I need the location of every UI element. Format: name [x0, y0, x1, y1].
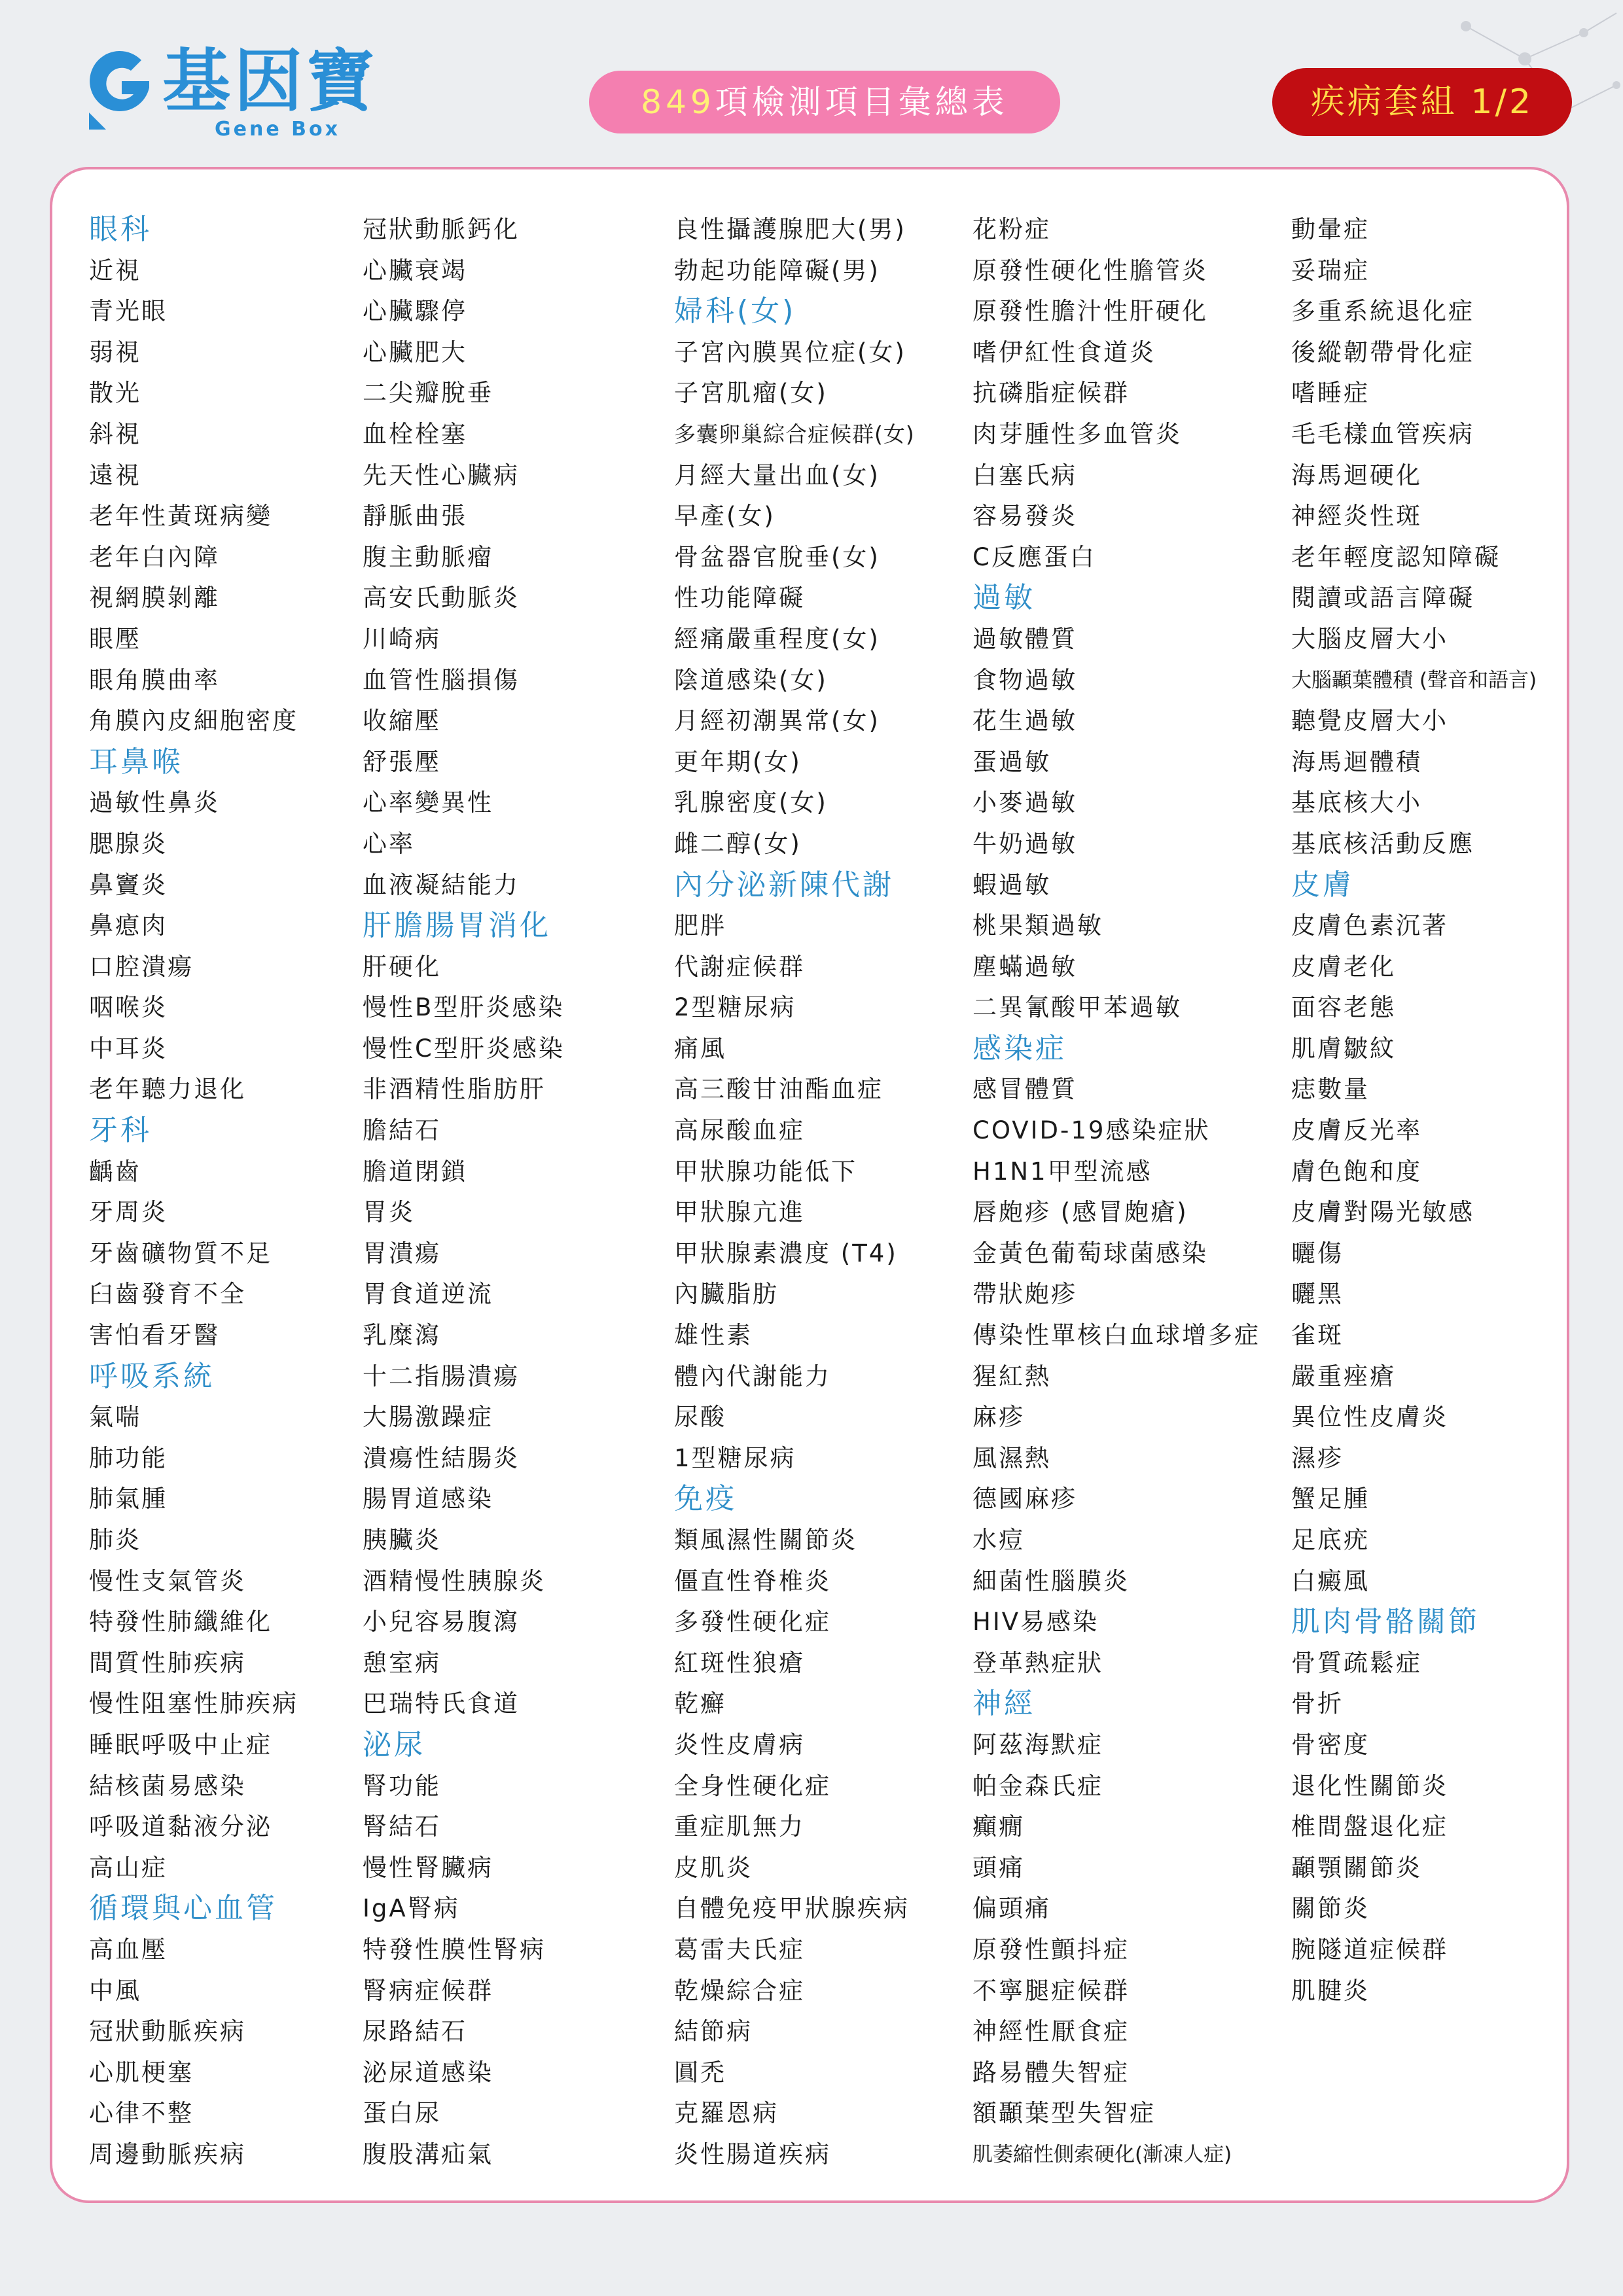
test-item: 炎性皮膚病: [674, 1730, 805, 1759]
test-item: 老年輕度認知障礙: [1291, 542, 1501, 571]
test-item: 動暈症: [1291, 215, 1370, 243]
test-item: 皮膚反光率: [1291, 1116, 1422, 1145]
test-item: 老年性黃斑病變: [89, 502, 272, 531]
test-item: 乾癬: [674, 1689, 726, 1718]
test-item: 蝦過敏: [972, 870, 1051, 899]
test-item: 肌腱炎: [1291, 1976, 1370, 2005]
test-item: 齲齒: [89, 1157, 141, 1186]
test-item: 甲狀腺亢進: [674, 1198, 805, 1227]
test-item: 特發性膜性腎病: [363, 1935, 546, 1964]
test-item: 克羅恩病: [674, 2099, 779, 2128]
test-item: 尿酸: [674, 1403, 726, 1432]
test-item: 早產(女): [674, 502, 776, 531]
test-item: 胃潰瘍: [363, 1239, 441, 1267]
category-heading: 眼科: [89, 213, 152, 246]
category-heading: 免疫: [674, 1482, 737, 1516]
test-item: 過敏體質: [972, 624, 1077, 653]
test-item: 肺炎: [89, 1526, 141, 1554]
test-item: 大腸激躁症: [363, 1403, 493, 1432]
test-item: 二異氰酸甲苯過敏: [972, 993, 1182, 1022]
test-item: 皮膚老化: [1291, 952, 1396, 981]
test-item: 口腔潰瘍: [89, 952, 194, 981]
test-item: 退化性關節炎: [1291, 1771, 1448, 1800]
test-item: 代謝症候群: [674, 952, 805, 981]
test-item: 慢性腎臟病: [363, 1853, 493, 1882]
test-item: 陰道感染(女): [674, 665, 828, 694]
test-item: 周邊動脈疾病: [89, 2140, 246, 2168]
test-item: 原發性硬化性膽管炎: [972, 256, 1208, 285]
test-item: 多發性硬化症: [674, 1608, 831, 1636]
test-item: 海馬迴體積: [1291, 747, 1422, 776]
test-item: 食物過敏: [972, 665, 1077, 694]
test-item: 高山症: [89, 1853, 168, 1882]
category-heading: 肌肉骨骼關節: [1291, 1605, 1480, 1639]
test-item: 關節炎: [1291, 1894, 1370, 1923]
test-item: 血栓栓塞: [363, 419, 467, 448]
test-item: 骨密度: [1291, 1730, 1370, 1759]
test-item: 性功能障礙: [674, 584, 805, 612]
test-item: 自體免疫甲狀腺疾病: [674, 1894, 910, 1923]
test-item: 老年白內障: [89, 542, 220, 571]
test-item: 偏頭痛: [972, 1894, 1051, 1923]
test-item: 肌膚皺紋: [1291, 1034, 1396, 1063]
test-item: 冠狀動脈鈣化: [363, 215, 520, 243]
test-item: 月經大量出血(女): [674, 461, 880, 489]
test-item: 膽結石: [363, 1116, 441, 1145]
test-item: 心律不整: [89, 2099, 194, 2128]
test-item: 1型糖尿病: [674, 1443, 796, 1472]
test-item: 癲癇: [972, 1812, 1025, 1841]
test-item: 睡眠呼吸中止症: [89, 1730, 272, 1759]
test-item: H1N1甲型流感: [972, 1157, 1152, 1186]
category-heading: 肝膽腸胃消化: [363, 909, 551, 943]
test-item: 腎功能: [363, 1771, 441, 1800]
test-item: 腹主動脈瘤: [363, 542, 493, 571]
test-item: 腹股溝疝氣: [363, 2140, 493, 2168]
test-item: 雌二醇(女): [674, 829, 802, 858]
test-item: 高安氏動脈炎: [363, 584, 520, 612]
test-item: 大腦顳葉體積 (聲音和語言): [1291, 668, 1537, 692]
test-item: 間質性肺疾病: [89, 1648, 246, 1677]
test-item: 近視: [89, 256, 141, 285]
column-4: [972, 209, 1260, 2176]
test-item: 白癜風: [1291, 1566, 1370, 1595]
test-item: 桃果類過敏: [972, 911, 1103, 940]
test-item: 子宮內膜異位症(女): [674, 338, 906, 366]
category-heading: 耳鼻喉: [89, 745, 183, 779]
test-item: 心臟衰竭: [363, 256, 467, 285]
test-item: 結核菌易感染: [89, 1771, 246, 1800]
brand-subtitle: Gene Box: [215, 118, 340, 141]
test-item: 青光眼: [89, 297, 168, 326]
page-title: [589, 71, 1060, 133]
test-item: 冠狀動脈疾病: [89, 2017, 246, 2046]
category-heading: 泌尿: [363, 1727, 425, 1761]
test-item: 先天性心臟病: [363, 461, 520, 489]
test-item: 牙周炎: [89, 1198, 168, 1227]
test-item: 骨盆器官脫垂(女): [674, 542, 880, 571]
test-item: 角膜內皮細胞密度: [89, 707, 298, 735]
test-item: 阿茲海默症: [972, 1730, 1103, 1759]
test-item: 麻疹: [972, 1403, 1025, 1432]
test-item: 抗磷脂症候群: [972, 379, 1130, 408]
test-item: 面容老態: [1291, 993, 1396, 1022]
test-item: 嗜睡症: [1291, 379, 1370, 408]
test-item: 甲狀腺功能低下: [674, 1157, 857, 1186]
test-item: 老年聽力退化: [89, 1075, 246, 1104]
test-item: 不寧腿症候群: [972, 1976, 1130, 2005]
category-heading: 神經: [972, 1687, 1035, 1721]
test-item: 高尿酸血症: [674, 1116, 805, 1145]
test-item: 肺功能: [89, 1443, 168, 1472]
test-item: 類風濕性關節炎: [674, 1526, 857, 1554]
test-item: 肉芽腫性多血管炎: [972, 419, 1182, 448]
test-item: IgA腎病: [363, 1894, 460, 1923]
category-heading: 呼吸系統: [89, 1359, 215, 1393]
test-item: 異位性皮膚炎: [1291, 1403, 1448, 1432]
test-item: 牛奶過敏: [972, 829, 1077, 858]
category-heading: 循環與心血管: [89, 1892, 277, 1926]
category-heading: 婦科(女): [674, 294, 796, 328]
test-item: 花生過敏: [972, 707, 1077, 735]
test-item: 膽道閉鎖: [363, 1157, 467, 1186]
test-item: 腎結石: [363, 1812, 441, 1841]
test-item: 心肌梗塞: [89, 2058, 194, 2087]
test-item: 肺氣腫: [89, 1485, 168, 1513]
test-item: 後縱韌帶骨化症: [1291, 338, 1474, 366]
test-item: 曬傷: [1291, 1239, 1344, 1267]
test-item: 心臟肥大: [363, 338, 467, 366]
test-item: 白塞氏病: [972, 461, 1077, 489]
test-item: 胃食道逆流: [363, 1280, 493, 1309]
test-item: 細菌性腦膜炎: [972, 1566, 1130, 1595]
test-item: 痛風: [674, 1034, 726, 1063]
test-item: 散光: [89, 379, 141, 408]
test-item: 鼻瘜肉: [89, 911, 168, 940]
test-item: 蟹足腫: [1291, 1485, 1370, 1513]
test-item: 雄性素: [674, 1321, 753, 1350]
test-item: 月經初潮異常(女): [674, 707, 880, 735]
test-item: 肥胖: [674, 911, 726, 940]
test-item: 2型糖尿病: [674, 993, 796, 1022]
category-heading: 感染症: [972, 1031, 1067, 1065]
test-item: 葛雷夫氏症: [674, 1935, 805, 1964]
test-item: C反應蛋白: [972, 542, 1096, 571]
test-item: 結節病: [674, 2017, 753, 2046]
test-item: 皮膚色素沉著: [1291, 911, 1448, 940]
test-item: 眼壓: [89, 624, 141, 653]
category-heading: 內分泌新陳代謝: [674, 868, 894, 902]
test-item: 容易發炎: [972, 502, 1077, 531]
test-item: 中風: [89, 1976, 141, 2005]
test-item: 額顳葉型失智症: [972, 2099, 1156, 2128]
test-item: 十二指腸潰瘍: [363, 1362, 520, 1390]
test-item: 胰臟炎: [363, 1526, 441, 1554]
test-item: 慢性阻塞性肺疾病: [89, 1689, 298, 1718]
test-item: COVID-19感染症狀: [972, 1116, 1211, 1145]
test-item: 小兒容易腹瀉: [363, 1608, 520, 1636]
test-item: 皮膚對陽光敏感: [1291, 1198, 1474, 1227]
test-item: 多重系統退化症: [1291, 297, 1474, 326]
test-item: 水痘: [972, 1526, 1025, 1554]
test-item: 肌萎縮性側索硬化(漸凍人症): [972, 2142, 1232, 2166]
test-item: 猩紅熱: [972, 1362, 1051, 1390]
category-heading: 皮膚: [1291, 868, 1354, 902]
test-item: 原發性膽汁性肝硬化: [972, 297, 1208, 326]
test-item: 痣數量: [1291, 1075, 1370, 1104]
test-item: 毛毛樣血管疾病: [1291, 419, 1474, 448]
test-item: 登革熱症狀: [972, 1648, 1103, 1677]
test-item: 慢性C型肝炎感染: [363, 1034, 565, 1063]
test-item: 泌尿道感染: [363, 2058, 493, 2087]
test-item: 腎病症候群: [363, 1976, 493, 2005]
test-item: 風濕熱: [972, 1443, 1051, 1472]
test-item: 蛋過敏: [972, 747, 1051, 776]
test-item: 神經性厭食症: [972, 2017, 1130, 2046]
test-item: 特發性肺纖維化: [89, 1608, 272, 1636]
test-item: 閱讀或語言障礙: [1291, 584, 1474, 612]
test-item: 大腦皮層大小: [1291, 624, 1448, 653]
column-2: [363, 209, 565, 2176]
gene-box-logo-icon: [85, 47, 154, 132]
test-item: 高血壓: [89, 1935, 168, 1964]
test-item: 遠視: [89, 461, 141, 489]
test-item: 巴瑞特氏食道: [363, 1689, 520, 1718]
test-item: 小麥過敏: [972, 788, 1077, 817]
test-item: 眼角膜曲率: [89, 665, 220, 694]
test-item: 傳染性單核白血球增多症: [972, 1321, 1260, 1350]
test-item: 紅斑性狼瘡: [674, 1648, 805, 1677]
column-1: [89, 209, 298, 2176]
test-item: 圓禿: [674, 2058, 726, 2087]
test-item: 神經炎性斑: [1291, 502, 1422, 531]
test-item: 濕疹: [1291, 1443, 1344, 1472]
test-item: 乳糜瀉: [363, 1321, 441, 1350]
test-item: 椎間盤退化症: [1291, 1812, 1448, 1841]
test-item: 原發性顫抖症: [972, 1935, 1130, 1964]
test-item: 斜視: [89, 419, 141, 448]
test-item: 炎性腸道疾病: [674, 2140, 831, 2168]
test-item: 唇皰疹 (感冒皰瘡): [972, 1198, 1188, 1227]
test-item: 胃炎: [363, 1198, 415, 1227]
test-item: 肝硬化: [363, 952, 441, 981]
test-item: 川崎病: [363, 624, 441, 653]
test-item: 視網膜剝離: [89, 584, 220, 612]
test-item: 腸胃道感染: [363, 1485, 493, 1513]
column-5: [1291, 209, 1537, 2011]
test-item: 甲狀腺素濃度 (T4): [674, 1239, 898, 1267]
test-item: 足底疣: [1291, 1526, 1370, 1554]
test-item: 血管性腦損傷: [363, 665, 520, 694]
test-item: 骨質疏鬆症: [1291, 1648, 1422, 1677]
test-item: 腕隧道症候群: [1291, 1935, 1448, 1964]
test-item: HIV易感染: [972, 1608, 1099, 1636]
test-item: 酒精慢性胰腺炎: [363, 1566, 546, 1595]
test-item: 乾燥綜合症: [674, 1976, 805, 2005]
test-item: 骨折: [1291, 1689, 1344, 1718]
test-item: 雀斑: [1291, 1321, 1344, 1350]
test-item: 腮腺炎: [89, 829, 168, 858]
test-item: 呼吸道黏液分泌: [89, 1812, 272, 1841]
test-item: 氣喘: [89, 1403, 141, 1432]
test-item: 海馬迴硬化: [1291, 461, 1422, 489]
test-item: 經痛嚴重程度(女): [674, 624, 880, 653]
test-item: 潰瘍性結腸炎: [363, 1443, 520, 1472]
test-item: 鼻竇炎: [89, 870, 168, 899]
set-label-badge: 疾病套組 1/2: [1272, 68, 1572, 136]
test-item: 膚色飽和度: [1291, 1157, 1422, 1186]
test-item: 高三酸甘油酯血症: [674, 1075, 883, 1104]
test-item: 子宮肌瘤(女): [674, 379, 828, 408]
test-item: 勃起功能障礙(男): [674, 256, 880, 285]
test-item: 心臟驟停: [363, 297, 467, 326]
test-item: 非酒精性脂肪肝: [363, 1075, 546, 1104]
category-heading: 牙科: [89, 1114, 152, 1148]
test-item: 重症肌無力: [674, 1812, 805, 1841]
test-item: 慢性支氣管炎: [89, 1566, 246, 1595]
test-item: 皮肌炎: [674, 1853, 753, 1882]
test-item: 體內代謝能力: [674, 1362, 831, 1390]
test-item: 尿路結石: [363, 2017, 467, 2046]
test-item: 憩室病: [363, 1648, 441, 1677]
test-item: 良性攝護腺肥大(男): [674, 215, 906, 243]
test-item: 二尖瓣脫垂: [363, 379, 493, 408]
test-item: 德國麻疹: [972, 1485, 1077, 1513]
test-item: 舒張壓: [363, 747, 441, 776]
test-item: 中耳炎: [89, 1034, 168, 1063]
title-text: 項檢測項目彙總表: [715, 83, 1008, 121]
test-item: 嚴重痤瘡: [1291, 1362, 1396, 1390]
test-item: 弱視: [89, 338, 141, 366]
test-item: 帶狀皰疹: [972, 1280, 1077, 1309]
test-item: 過敏性鼻炎: [89, 788, 220, 817]
test-item: 顳顎關節炎: [1291, 1853, 1422, 1882]
test-item: 妥瑞症: [1291, 256, 1370, 285]
test-item: 全身性硬化症: [674, 1771, 831, 1800]
brand-logo: [85, 41, 379, 145]
test-item: 聽覺皮層大小: [1291, 707, 1448, 735]
test-item: 害怕看牙醫: [89, 1321, 220, 1350]
test-item: 感冒體質: [972, 1075, 1077, 1104]
test-item: 嗜伊紅性食道炎: [972, 338, 1156, 366]
test-item: 慢性B型肝炎感染: [363, 993, 565, 1022]
test-item: 曬黑: [1291, 1280, 1344, 1309]
test-item: 基底核活動反應: [1291, 829, 1474, 858]
test-item: 基底核大小: [1291, 788, 1422, 817]
test-item: 僵直性脊椎炎: [674, 1566, 831, 1595]
test-item: 路易體失智症: [972, 2058, 1130, 2087]
test-item: 花粉症: [972, 215, 1051, 243]
brand-name: 基因寶: [162, 41, 379, 121]
test-item: 血液凝結能力: [363, 870, 520, 899]
test-item: 收縮壓: [363, 707, 441, 735]
test-item: 牙齒礦物質不足: [89, 1239, 272, 1267]
test-item: 咽喉炎: [89, 993, 168, 1022]
test-item: 心率變異性: [363, 788, 493, 817]
test-item: 金黃色葡萄球菌感染: [972, 1239, 1208, 1267]
test-item: 塵蟎過敏: [972, 952, 1077, 981]
category-heading: 過敏: [972, 581, 1035, 615]
test-item: 帕金森氏症: [972, 1771, 1103, 1800]
title-count: 849: [641, 83, 715, 121]
test-item: 頭痛: [972, 1853, 1025, 1882]
test-item: 多囊卵巢綜合症候群(女): [674, 421, 915, 447]
test-item: 內臟脂肪: [674, 1280, 779, 1309]
test-item: 更年期(女): [674, 747, 802, 776]
test-item: 靜脈曲張: [363, 502, 467, 531]
test-item: 蛋白尿: [363, 2099, 441, 2128]
column-3: [674, 209, 915, 2176]
test-item: 臼齒發育不全: [89, 1280, 246, 1309]
test-item: 心率: [363, 829, 415, 858]
test-item: 乳腺密度(女): [674, 788, 828, 817]
